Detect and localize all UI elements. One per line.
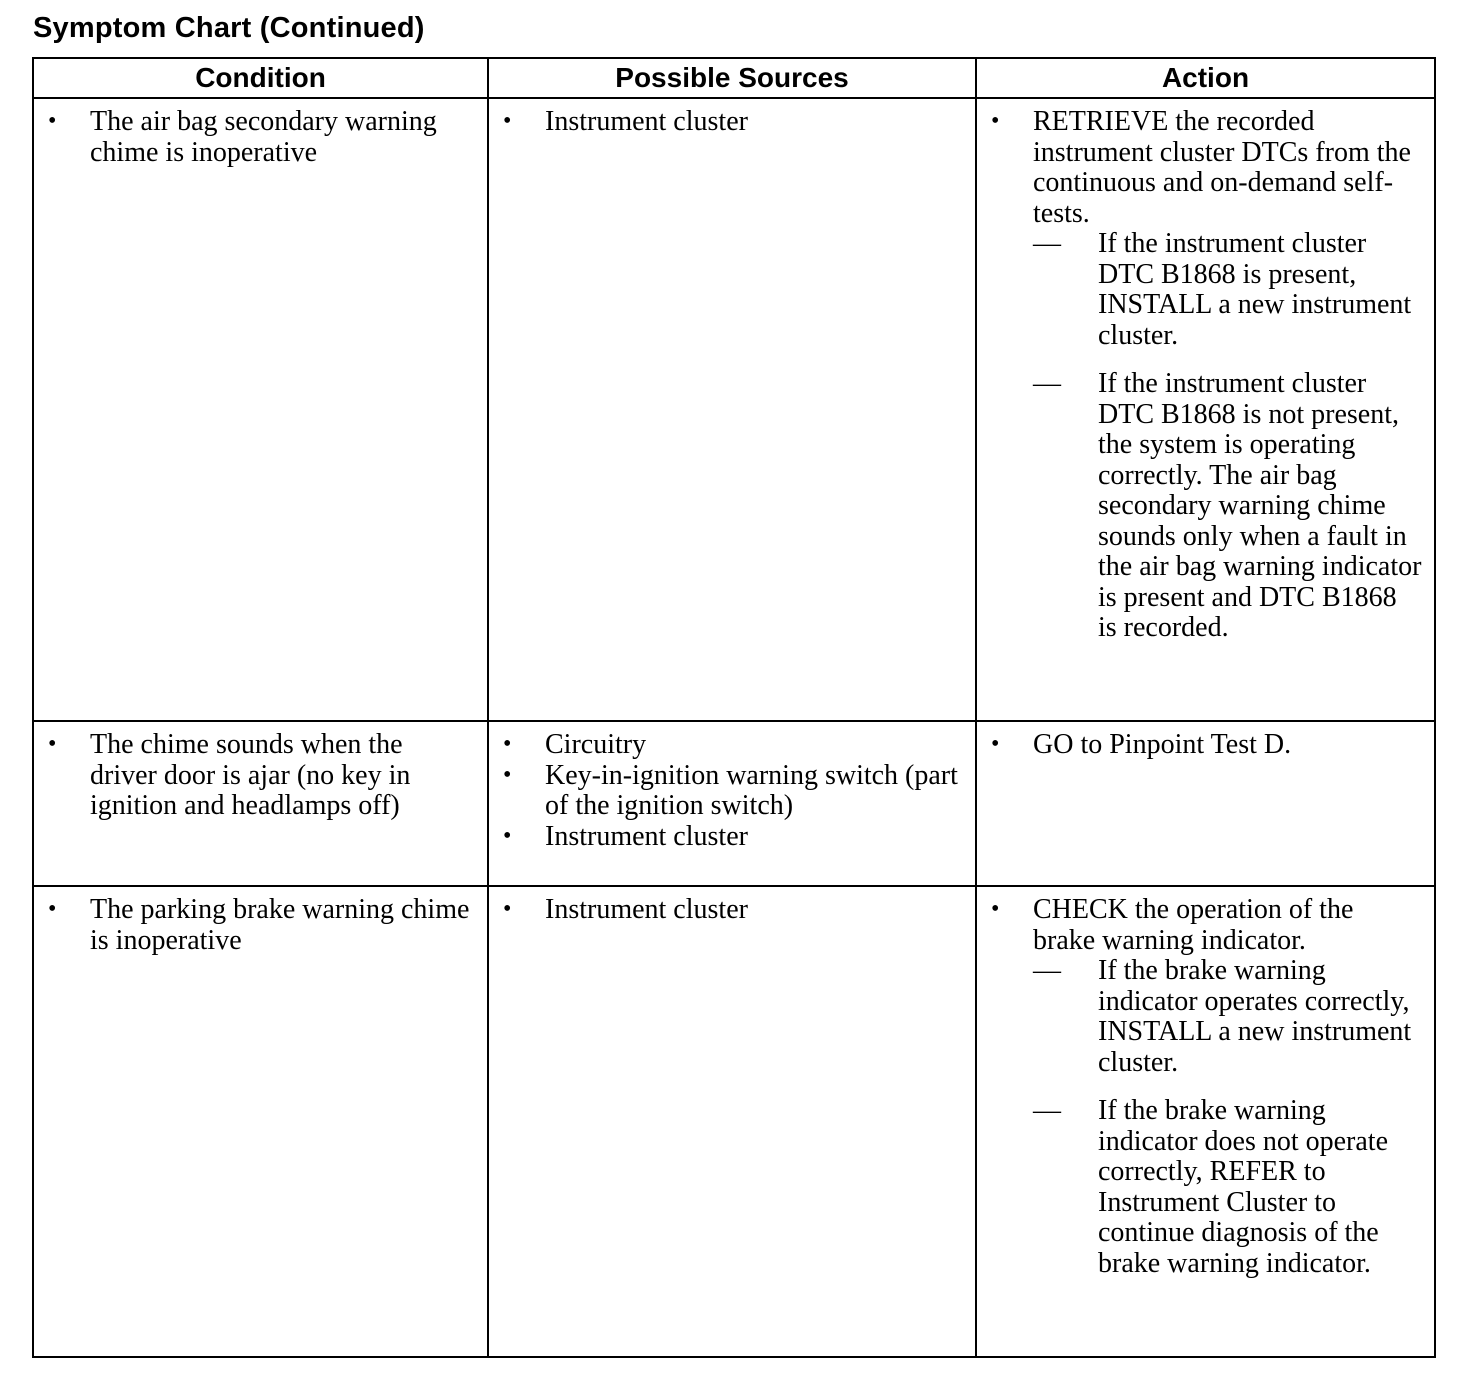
action-subitem-text: If the brake warning indicator does not operate correctly, REFER to Instrument Cluster to continue diagnosis of the brake warning indicator. [1098, 1095, 1389, 1279]
action-item [991, 730, 1422, 761]
table-row [33, 98, 1435, 721]
action-text: GO to Pinpoint Test D. [1033, 729, 1292, 760]
column-header-possible-sources: Possible Sources [488, 58, 976, 98]
action-cell [976, 886, 1435, 1357]
action-subitem: — If the instrument cluster DTC B1868 is not present, the system is operating correctly. The air bag secondary warning chime sounds only when a fault in the air bag warning indicator is present and DTC B1868 is recorded. [1033, 368, 1422, 643]
symptom-chart-table [32, 57, 1436, 1358]
action-item [991, 895, 1422, 1279]
table-row [33, 721, 1435, 886]
action-subitem-text: If the brake warning indicator operates correctly, INSTALL a new instrument cluster. [1098, 955, 1412, 1078]
sources-cell [488, 721, 976, 886]
action-subitem-text: If the instrument cluster DTC B1868 is present, INSTALL a new instrument cluster. [1098, 228, 1412, 351]
condition-cell [33, 98, 488, 721]
action-text: RETRIEVE the recorded instrument cluster DTCs from the continuous and on-demand self-tests. [1033, 106, 1411, 229]
action-subitem-text: If the instrument cluster DTC B1868 is not present, the system is operating correctly. The air bag secondary warning chime sounds only when a fault in the air bag warning indicator is present and DTC B1868 is recorded. [1098, 368, 1422, 643]
source-item: • Circuitry [503, 730, 963, 761]
column-header-action: Action [976, 58, 1435, 98]
table-row [33, 886, 1435, 1357]
condition-cell [33, 886, 488, 1357]
action-subitem: — If the brake warning indicator does not operate correctly, REFER to Instrument Cluster to continue diagnosis of the brake warning indicator. [1033, 1095, 1389, 1279]
source-item: • Instrument cluster [503, 107, 963, 138]
page-title: Symptom Chart (Continued) [33, 12, 425, 44]
condition-item: • The chime sounds when the driver door is ajar (no key in ignition and headlamps off) [48, 730, 475, 822]
sources-cell [488, 886, 976, 1357]
condition-item: • The parking brake warning chime is inoperative [48, 895, 475, 956]
action-text: CHECK the operation of the brake warning indicator. [1033, 894, 1354, 956]
source-item: • Key-in-ignition warning switch (part of the ignition switch) [503, 761, 963, 822]
column-header-condition: Condition [33, 58, 488, 98]
condition-item: • The air bag secondary warning chime is inoperative [48, 107, 475, 168]
action-item [991, 107, 1422, 644]
action-subitem: — If the brake warning indicator operates correctly, INSTALL a new instrument cluster. [1033, 955, 1412, 1078]
action-subitem: — If the instrument cluster DTC B1868 is present, INSTALL a new instrument cluster. [1033, 228, 1412, 351]
action-cell [976, 721, 1435, 886]
sources-cell [488, 98, 976, 721]
condition-cell [33, 721, 488, 886]
source-item: • Instrument cluster [503, 895, 963, 926]
table-header-row [33, 58, 1435, 98]
action-cell [976, 98, 1435, 721]
source-item: • Instrument cluster [503, 822, 963, 853]
